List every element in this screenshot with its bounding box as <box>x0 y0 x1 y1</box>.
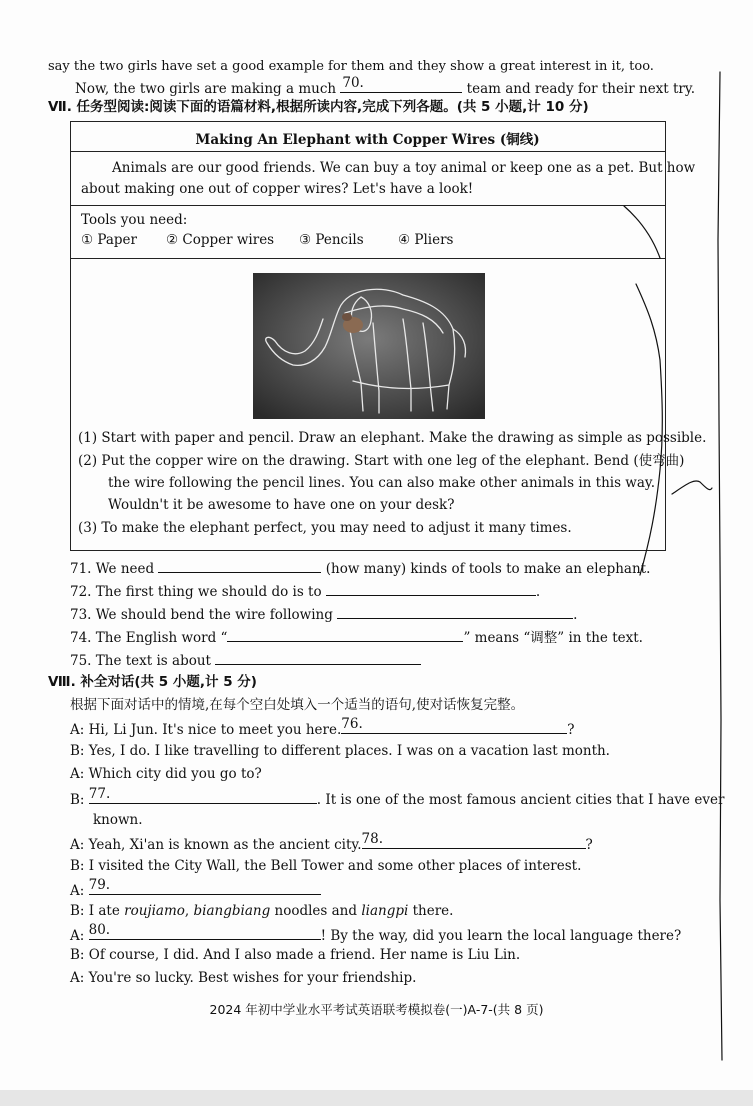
section-heading: Ⅷ. 补全对话(共 5 小题,计 5 分) <box>48 674 257 690</box>
dialogue-line: B: Of course, I did. And I also made a friend. Her name is Liu Lin. <box>70 947 521 963</box>
text-line: Now, the two girls are making a much 70. team and ready for their next try. <box>75 75 696 97</box>
step-1: (1) Start with paper and pencil. Draw an elephant. Make the drawing as simple as possible. <box>78 430 707 446</box>
answer-blank-79[interactable]: 79. <box>89 880 321 895</box>
dialogue-line: B: 77. . It is one of the most famous ancient cities that I have ever <box>70 786 725 808</box>
answer-blank-80[interactable]: 80. <box>89 925 321 940</box>
question-72: 72. The first thing we should do is to . <box>70 581 540 601</box>
answer-blank-70[interactable]: 70. <box>340 78 462 93</box>
passage-title: Making An Elephant with Copper Wires (铜线) <box>195 132 540 148</box>
intro-line: Animals are our good friends. We can buy a toy animal or keep one as a pet. But how <box>112 160 696 176</box>
bottom-band <box>0 1090 753 1106</box>
dialogue-line: A: You're so lucky. Best wishes for your friendship. <box>70 970 417 986</box>
step-2: (2) Put the copper wire on the drawing. Start with one leg of the elephant. Bend (使弯曲) <box>78 453 685 469</box>
dialogue-line: A: 79. <box>70 880 321 900</box>
step-2-cont: the wire following the pencil lines. You can also make other animals in this way. <box>108 475 656 491</box>
dialogue-line: A: Which city did you go to? <box>70 766 262 782</box>
dialogue-line: A: Hi, Li Jun. It's nice to meet you here. 76. ? <box>70 716 575 738</box>
instruction: 根据下面对话中的情境,在每个空白处填入一个适当的语句,使对话恢复完整。 <box>70 697 525 713</box>
tool-pencils: ③ Pencils <box>299 232 364 248</box>
tool-paper: ① Paper <box>81 232 138 248</box>
dialogue-line: A: Yeah, Xi'an is known as the ancient city. 78. ? <box>70 831 593 853</box>
section-heading: Ⅶ. 任务型阅读:阅读下面的语篇材料,根据所读内容,完成下列各题。(共 5 小题,计 10 分) <box>48 99 589 115</box>
dialogue-line: A: 80. ! By the way, did you learn the local language there? <box>70 922 682 944</box>
answer-blank-77[interactable]: 77. <box>89 789 317 804</box>
dialogue-line: known. <box>93 812 143 828</box>
page-footer: 2024 年初中学业水平考试英语联考模拟卷(一)A-7-(共 8 页) <box>209 1002 544 1017</box>
dialogue-line: B: I ate roujiamo, biangbiang noodles and liangpi there. <box>70 903 454 919</box>
dialogue-line: B: I visited the City Wall, the Bell Tower and some other places of interest. <box>70 858 582 874</box>
dialogue-line: B: Yes, I do. I like travelling to different places. I was on a vacation last month. <box>70 743 610 759</box>
tool-copper-wires: ② Copper wires <box>166 232 275 248</box>
tools-label: Tools you need: <box>81 212 188 228</box>
tool-pliers: ④ Pliers <box>398 232 454 248</box>
question-71: 71. We need (how many) kinds of tools to make an elephant. <box>70 558 650 578</box>
question-74: 74. The English word “ ” means “调整” in the text. <box>70 627 643 647</box>
question-73: 73. We should bend the wire following . <box>70 604 577 624</box>
text-line: say the two girls have set a good example for them and they show a great interest in it, too. <box>48 59 654 74</box>
answer-blank-76[interactable]: 76. <box>341 719 567 734</box>
step-2-cont: Wouldn't it be awesome to have one on your desk? <box>108 497 455 513</box>
question-75: 75. The text is about <box>70 650 421 670</box>
step-3: (3) To make the elephant perfect, you may need to adjust it many times. <box>78 520 572 536</box>
answer-blank-78[interactable]: 78. <box>362 834 586 849</box>
intro-line: about making one out of copper wires? Let's have a look! <box>81 181 474 197</box>
